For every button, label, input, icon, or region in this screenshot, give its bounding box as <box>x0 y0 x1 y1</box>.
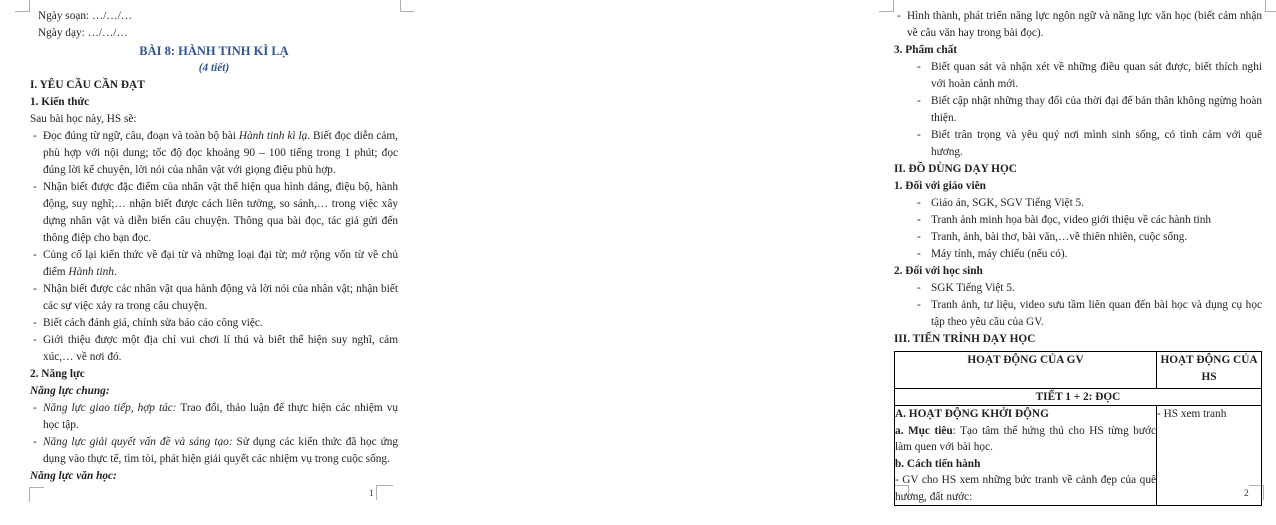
teacher-bullet-list <box>894 195 1262 263</box>
lesson-title-cell: TIẾT 1 + 2: ĐỌC <box>895 389 1262 406</box>
list-item: - Biết trân trọng và yêu quý nơi mình sinh sống, có tình cảm với quê hương. <box>917 129 1262 158</box>
list-item: - Đọc đúng từ ngữ, câu, đoạn và toàn bộ bài Hành tinh kì lạ. Biết đọc diễn cảm, phù hợp với nội dung; tốc độ đọc khoảng 90 – 100 tiếng trong 1 phút; đọc đúng lời kể chuyện, lời nói của nhân vật với giọng điệu phù hợp. <box>33 130 398 176</box>
bullet-dash: - <box>917 129 921 141</box>
section-1-heading: I. YÊU CẦU CẦN ĐẠT <box>30 79 145 91</box>
bullet-dash: - <box>33 402 37 414</box>
date-taught-line: Ngày dạy: …/…/… <box>38 27 128 39</box>
bullet-dash: - <box>917 282 921 294</box>
section-2-heading: II. ĐỒ DÙNG DẠY HỌC <box>894 163 1017 175</box>
list-item: - SGK Tiếng Việt 5. <box>894 280 1262 297</box>
gv-action: - GV cho HS xem những bức tranh về cảnh đẹp của quê hương, đất nước: <box>895 474 1156 503</box>
bullet-dash: - <box>917 299 921 311</box>
objective-text: : Tạo tâm thế hứng thú cho HS từng bước làm quen với bài học. <box>895 424 1156 453</box>
gv-activity-cell <box>895 406 1157 506</box>
bullet-dash: - <box>33 181 37 193</box>
list-item: - Năng lực giải quyết vấn đề và sáng tạo: Sử dụng các kiến thức đã học ứng dụng vào thực tế, tìm tòi, phát hiện giải quyết các nhiệm vụ trong cuộc sống. <box>33 436 398 465</box>
literary-competency-heading: Năng lực văn học: <box>30 470 117 482</box>
page-number-2: 2 <box>1244 489 1249 499</box>
activity-title: A. HOẠT ĐỘNG KHỞI ĐỘNG <box>895 408 1049 420</box>
bullet-dash: - <box>33 130 37 142</box>
activity-row <box>895 406 1262 506</box>
list-item: - Biết quan sát và nhận xét về những điều quan sát được, biết thích nghi với hoàn cảnh mới. <box>917 61 1262 90</box>
bullet-dash: - <box>917 95 921 107</box>
list-item: - Tranh, ảnh, bài thơ, bài văn,…về thiên nhiên, cuộc sống. <box>894 229 1262 246</box>
list-item: - Giới thiệu được một địa chỉ vui chơi lí thú và biết thể hiện suy nghĩ, cảm xúc,… về nơi đó. <box>33 334 398 363</box>
bullet-dash: - <box>917 214 921 226</box>
bullet-dash: - <box>33 436 37 448</box>
activity-table <box>894 351 1262 506</box>
bullet-dash: - <box>917 248 921 260</box>
bullet-dash: - <box>917 197 921 209</box>
crop-mark-top-left <box>879 0 894 12</box>
list-item: - Hình thành, phát triển năng lực ngôn ngữ và năng lực văn học (biết cảm nhận về câu văn hay trong bài đọc). <box>897 10 1262 39</box>
table-header-row <box>895 352 1262 389</box>
list-item: - Củng cố lại kiến thức về đại từ và những loại đại từ; mở rộng vốn từ về chủ điểm Hành tinh. <box>33 249 398 278</box>
objective-label: a. Mục tiêu <box>895 424 953 437</box>
crop-mark-top-right <box>1265 0 1276 12</box>
general-competency-heading: Năng lực chung: <box>30 385 110 397</box>
knowledge-heading: 1. Kiến thức <box>30 96 90 108</box>
section-3-heading: III. TIẾN TRÌNH DẠY HỌC <box>894 333 1036 345</box>
page-2-text-area <box>894 8 1262 506</box>
list-item: - Nhận biết được đặc điểm của nhân vật thể hiện qua hình dáng, điệu bộ, hành động, suy nghĩ;… nhận biết được cách liên tưởng, so sánh,… trong việc xây dựng nhân vật và diễn biến câu chuyện. Thông qua bài đọc, tác giả gửi đến thông điệp cho bạn đọc. <box>33 181 398 244</box>
crop-mark-top-left <box>15 0 30 12</box>
bullet-dash: - <box>33 334 37 346</box>
bullet-dash: - <box>33 283 37 295</box>
bullet-dash: - <box>897 10 901 22</box>
list-item: - Máy tính, máy chiếu (nếu có). <box>894 246 1262 263</box>
list-item: - Tranh ảnh minh họa bài đọc, video giới thiệu về các hành tinh <box>894 212 1262 229</box>
competency-heading: 2. Năng lực <box>30 368 85 380</box>
general-competency-bullet-list <box>30 400 398 468</box>
page-2 <box>425 0 1262 525</box>
bullet-dash: - <box>917 61 921 73</box>
list-item: - Biết cập nhật những thay đổi của thời đại để bản thân không ngừng hoàn thiện. <box>917 95 1262 124</box>
list-item: - Năng lực giao tiếp, hợp tác: Trao đổi, thảo luận để thực hiện các nhiệm vụ học tập. <box>33 402 398 431</box>
crop-mark-top-right <box>400 0 414 12</box>
lesson-duration: (4 tiết) <box>198 62 230 74</box>
student-bullet-list <box>894 280 1262 331</box>
page-number-1: 1 <box>369 489 374 499</box>
activity-objective <box>895 423 1156 456</box>
bullet-dash: - <box>33 249 37 261</box>
list-item: - Tranh ảnh, tư liệu, video sưu tầm liên quan đến bài học và dụng cụ học tập theo yêu cầu của GV. <box>917 299 1262 328</box>
quality-heading: 3. Phẩm chất <box>894 44 958 56</box>
hs-action: - HS xem tranh <box>1157 408 1227 420</box>
lesson-row <box>895 389 1262 406</box>
bullet-dash: - <box>917 231 921 243</box>
page-1-text-area <box>30 8 398 485</box>
lesson-title: BÀI 8: HÀNH TINH KÌ LẠ <box>139 44 289 58</box>
method-label: b. Cách tiến hành <box>895 457 981 470</box>
list-item: - Nhận biết được các nhân vật qua hành động và lời nói của nhân vật; nhận biết các sự việc xảy ra trong câu chuyện. <box>33 283 398 312</box>
student-heading: 2. Đối với học sinh <box>894 265 983 277</box>
knowledge-intro: Sau bài học này, HS sẽ: <box>30 113 137 125</box>
bullet-dash: - <box>33 317 37 329</box>
date-prepared-line: Ngày soạn: …/…/… <box>38 10 133 22</box>
gv-column-header: HOẠT ĐỘNG CỦA GV <box>895 352 1157 389</box>
quality-bullet-list <box>894 59 1262 161</box>
crop-mark-bottom-right <box>376 485 393 500</box>
list-item: - Giáo án, SGK, SGV Tiếng Việt 5. <box>894 195 1262 212</box>
list-item: - Biết cách đánh giá, chỉnh sửa báo cáo công việc. <box>30 315 398 332</box>
knowledge-bullet-list <box>30 128 398 366</box>
teacher-heading: 1. Đối với giáo viên <box>894 180 986 192</box>
hs-column-header: HOẠT ĐỘNG CỦA HS <box>1157 352 1262 389</box>
literary-competency-bullet-list <box>894 8 1262 42</box>
page-1 <box>0 0 425 525</box>
crop-mark-bottom-left <box>29 487 44 502</box>
